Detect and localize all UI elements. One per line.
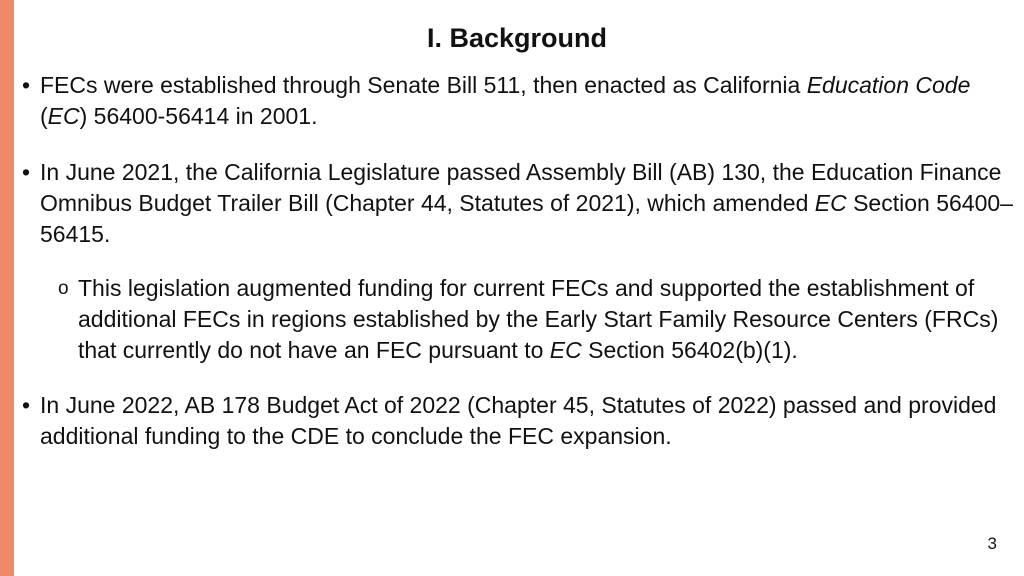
slide-title: I. Background: [426, 23, 608, 53]
sub-bullet-italic-text: EC: [549, 337, 582, 363]
bullet-text: Section 56400–56415.: [40, 190, 1013, 247]
bullet-marker: •: [22, 392, 31, 418]
bullet-item: [22, 70, 1017, 132]
bullet-marker: •: [22, 72, 31, 98]
bullet-list: [22, 70, 1017, 452]
bullet-text: ) 56400-56414 in 2001.: [79, 103, 318, 129]
bullet-item: [22, 390, 1017, 452]
bullet-item: [22, 157, 1017, 250]
bullet-italic-text: Education Code: [806, 72, 971, 98]
bullet-text: In June 2021, the California Legislature passed Assembly Bill (AB) 130, the Education Finance Omnibus Budget Trailer Bill (Chapter 44, Statutes of 2021), which amended: [40, 159, 1002, 216]
sub-bullet-marker: o: [58, 278, 69, 299]
bullet-text: (: [40, 103, 48, 129]
sub-bullet-item: [58, 273, 1017, 366]
bullet-italic-text: EC: [814, 190, 847, 216]
sub-bullet-text: This legislation augmented funding for current FECs and supported the establishment of additional FECs in regions established by the Early Start Family Resource Centers (FRCs) that currently do not have an FEC pursuant to: [78, 275, 999, 363]
bullet-marker: •: [22, 159, 31, 185]
bullet-text: In June 2022, AB 178 Budget Act of 2022 (Chapter 45, Statutes of 2022) passed and provided additional funding to the CDE to conclude the FEC expansion.: [40, 392, 997, 449]
bullet-text: FECs were established through Senate Bill 511, then enacted as California: [40, 72, 807, 98]
accent-bar: [0, 0, 14, 576]
sub-bullet-text: Section 56402(b)(1).: [581, 337, 798, 363]
page-number: 3: [987, 534, 997, 553]
bullet-italic-text: EC: [47, 103, 80, 129]
